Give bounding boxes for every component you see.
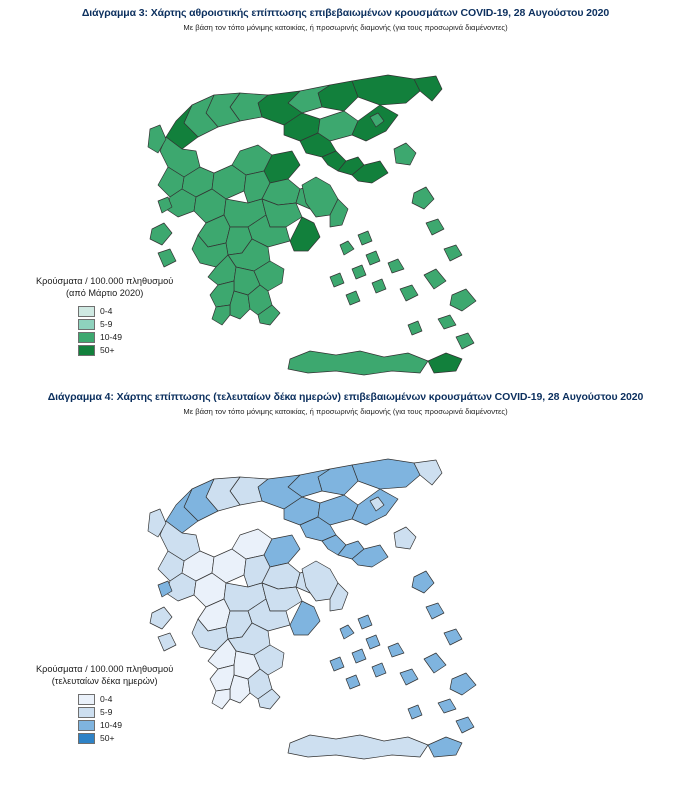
chart-panel-cumulative: [0, 0, 691, 382]
legend-label-5-9: 5-9: [100, 319, 113, 329]
legend-swatch-10-49: [78, 332, 95, 343]
chart-3-map: [0, 33, 691, 378]
legend-item: [78, 732, 173, 744]
legend-item: [78, 331, 173, 343]
legend-items: [78, 693, 173, 744]
legend-item: [78, 693, 173, 705]
legend-swatch-50plus: [78, 345, 95, 356]
legend-swatch-5-9: [78, 707, 95, 718]
legend-label-50plus: 50+: [100, 733, 115, 743]
legend-subtitle: (από Μάρτιο 2020): [66, 288, 144, 298]
chart-4-title: Διάγραμμα 4: Χάρτης επίπτωσης (τελευταίων δέκα ημερών) επιβεβαιωμένων κρουσμάτων COVID-19, 28 Αυγούστου 2020: [47, 391, 644, 403]
chart-3-title: Διάγραμμα 3: Χάρτης αθροιστικής επίπτωσης επιβεβαιωμένων κρουσμάτων COVID-19, 28 Αυγούστου 2020: [81, 7, 610, 19]
chart-4-legend: [36, 663, 173, 745]
chart-3-subtitle: Με βάση τον τόπο μόνιμης κατοικίας, ή προσωρινής διαμονής (για τους προσωρινά διαμένοντες): [183, 23, 508, 32]
legend-label-0-4: 0-4: [100, 694, 113, 704]
legend-label-10-49: 10-49: [100, 332, 122, 342]
legend-label-10-49: 10-49: [100, 720, 122, 730]
chart-panel-ten-day: [0, 386, 691, 805]
legend-label-5-9: 5-9: [100, 707, 113, 717]
legend-label-50plus: 50+: [100, 345, 115, 355]
legend-item: [78, 305, 173, 317]
chart-4-map: [0, 417, 691, 802]
legend-swatch-10-49: [78, 720, 95, 731]
legend-title: Κρούσματα / 100.000 πληθυσμού: [36, 664, 174, 674]
legend-item: [78, 344, 173, 356]
legend-items: [78, 305, 173, 356]
legend-title: Κρούσματα / 100.000 πληθυσμού: [36, 276, 174, 286]
chart-3-legend: [36, 275, 173, 357]
legend-swatch-5-9: [78, 319, 95, 330]
legend-swatch-0-4: [78, 306, 95, 317]
legend-swatch-50plus: [78, 733, 95, 744]
panel-divider: [0, 381, 691, 382]
chart-4-subtitle: Με βάση τον τόπο μόνιμης κατοικίας, ή προσωρινής διαμονής (για τους προσωρινά διαμένοντες): [183, 407, 508, 416]
legend-subtitle: (τελευταίων δέκα ημερών): [51, 676, 158, 686]
legend-item: [78, 318, 173, 330]
legend-swatch-0-4: [78, 694, 95, 705]
legend-item: [78, 706, 173, 718]
legend-item: [78, 719, 173, 731]
legend-label-0-4: 0-4: [100, 306, 113, 316]
